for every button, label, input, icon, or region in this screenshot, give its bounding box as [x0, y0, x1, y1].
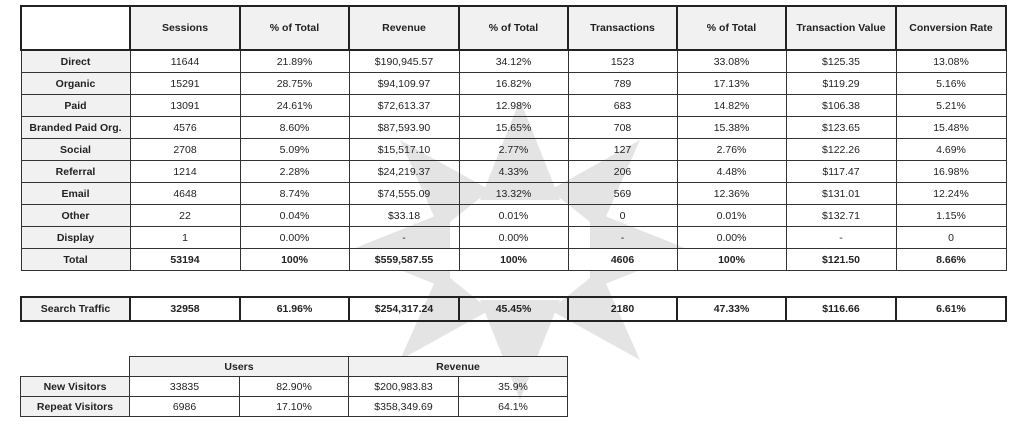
cell: 14.82%	[677, 95, 786, 117]
search-traffic-row	[21, 297, 1006, 321]
col-header: % of Total	[240, 6, 349, 50]
cell: 15.38%	[677, 117, 786, 139]
cell: 12.98%	[459, 95, 568, 117]
cell: 35.9%	[459, 377, 568, 397]
cell: 206	[568, 161, 677, 183]
row-label: Repeat Visitors	[21, 397, 130, 417]
cell: $24,219.37	[349, 161, 459, 183]
cell: 11644	[130, 50, 240, 73]
group-header-revenue: Revenue	[349, 357, 568, 377]
cell: $74,555.09	[349, 183, 459, 205]
cell: 4.48%	[677, 161, 786, 183]
table-row	[21, 73, 1006, 95]
cell: 569	[568, 183, 677, 205]
col-header: Revenue	[349, 6, 459, 50]
cell: 4648	[130, 183, 240, 205]
cell: 53194	[130, 249, 240, 271]
corner-cell	[21, 6, 130, 50]
table-row	[21, 227, 1006, 249]
cell: 0.00%	[459, 227, 568, 249]
cell: $72,613.37	[349, 95, 459, 117]
cell: 100%	[677, 249, 786, 271]
row-label: Paid	[21, 95, 130, 117]
cell: 4576	[130, 117, 240, 139]
cell: 32958	[130, 297, 240, 321]
cell: $358,349.69	[349, 397, 459, 417]
cell: 2180	[568, 297, 677, 321]
cell: 15291	[130, 73, 240, 95]
cell: 2.76%	[677, 139, 786, 161]
cell: $106.38	[786, 95, 896, 117]
table-row	[21, 50, 1006, 73]
cell: 16.82%	[459, 73, 568, 95]
table-row	[21, 205, 1006, 227]
cell: 5.09%	[240, 139, 349, 161]
cell: 4606	[568, 249, 677, 271]
total-row	[21, 249, 1006, 271]
cell: 6986	[130, 397, 240, 417]
cell: 683	[568, 95, 677, 117]
cell: 127	[568, 139, 677, 161]
row-label: Direct	[21, 50, 130, 73]
cell: 33835	[130, 377, 240, 397]
col-header: % of Total	[459, 6, 568, 50]
cell: 100%	[459, 249, 568, 271]
cell: 0.00%	[677, 227, 786, 249]
cell: 0	[568, 205, 677, 227]
col-header: % of Total	[677, 6, 786, 50]
cell: 34.12%	[459, 50, 568, 73]
cell: 0.01%	[677, 205, 786, 227]
cell: 5.21%	[896, 95, 1006, 117]
cell: -	[349, 227, 459, 249]
col-header: Transaction Value	[786, 6, 896, 50]
cell: 16.98%	[896, 161, 1006, 183]
cell: $132.71	[786, 205, 896, 227]
cell: 2708	[130, 139, 240, 161]
channel-metrics-table	[20, 5, 1007, 271]
cell: 15.48%	[896, 117, 1006, 139]
cell: 33.08%	[677, 50, 786, 73]
cell: 6.61%	[896, 297, 1006, 321]
cell: 24.61%	[240, 95, 349, 117]
table-row	[21, 183, 1006, 205]
row-label: Other	[21, 205, 130, 227]
cell: 13.08%	[896, 50, 1006, 73]
cell: 8.60%	[240, 117, 349, 139]
cell: 5.16%	[896, 73, 1006, 95]
table-row	[21, 139, 1006, 161]
col-header: Conversion Rate	[896, 6, 1006, 50]
cell: 100%	[240, 249, 349, 271]
row-label: Referral	[21, 161, 130, 183]
table-row	[21, 377, 568, 397]
cell: $116.66	[786, 297, 896, 321]
cell: 1.15%	[896, 205, 1006, 227]
col-header: Transactions	[568, 6, 677, 50]
cell: $125.35	[786, 50, 896, 73]
row-label: Search Traffic	[21, 297, 130, 321]
cell: $121.50	[786, 249, 896, 271]
cell: 12.36%	[677, 183, 786, 205]
cell: $122.26	[786, 139, 896, 161]
col-header: Sessions	[130, 6, 240, 50]
cell: 47.33%	[677, 297, 786, 321]
cell: $117.47	[786, 161, 896, 183]
cell: $33.18	[349, 205, 459, 227]
cell: 2.77%	[459, 139, 568, 161]
cell: 4.69%	[896, 139, 1006, 161]
row-label: Organic	[21, 73, 130, 95]
cell: -	[786, 227, 896, 249]
table-row	[21, 117, 1006, 139]
cell: $94,109.97	[349, 73, 459, 95]
cell: 1523	[568, 50, 677, 73]
cell: 21.89%	[240, 50, 349, 73]
cell: 789	[568, 73, 677, 95]
cell: 0.01%	[459, 205, 568, 227]
row-label: Social	[21, 139, 130, 161]
cell: 15.65%	[459, 117, 568, 139]
search-traffic-table	[20, 296, 1007, 322]
cell: 708	[568, 117, 677, 139]
row-label: Total	[21, 249, 130, 271]
row-label: Display	[21, 227, 130, 249]
cell: 1	[130, 227, 240, 249]
table-row	[21, 397, 568, 417]
row-label: Branded Paid Org.	[21, 117, 130, 139]
cell: $254,317.24	[349, 297, 459, 321]
cell: 4.33%	[459, 161, 568, 183]
cell: $131.01	[786, 183, 896, 205]
row-label: Email	[21, 183, 130, 205]
corner-cell	[21, 357, 130, 377]
visitors-header-row	[21, 357, 568, 377]
cell: $200,983.83	[349, 377, 459, 397]
cell: 8.66%	[896, 249, 1006, 271]
row-label: New Visitors	[21, 377, 130, 397]
cell: 0	[896, 227, 1006, 249]
cell: $87,593.90	[349, 117, 459, 139]
cell: 22	[130, 205, 240, 227]
visitors-table	[20, 356, 568, 417]
cell: $15,517.10	[349, 139, 459, 161]
cell: $123.65	[786, 117, 896, 139]
cell: 82.90%	[240, 377, 349, 397]
cell: 8.74%	[240, 183, 349, 205]
group-header-users: Users	[130, 357, 349, 377]
cell: -	[568, 227, 677, 249]
cell: 13091	[130, 95, 240, 117]
cell: $559,587.55	[349, 249, 459, 271]
cell: $190,945.57	[349, 50, 459, 73]
table-row	[21, 95, 1006, 117]
cell: 17.10%	[240, 397, 349, 417]
cell: 12.24%	[896, 183, 1006, 205]
cell: 28.75%	[240, 73, 349, 95]
cell: 2.28%	[240, 161, 349, 183]
table-row	[21, 161, 1006, 183]
cell: 17.13%	[677, 73, 786, 95]
cell: 0.04%	[240, 205, 349, 227]
cell: 13.32%	[459, 183, 568, 205]
cell: 64.1%	[459, 397, 568, 417]
cell: 1214	[130, 161, 240, 183]
cell: $119.29	[786, 73, 896, 95]
header-row	[21, 6, 1006, 50]
cell: 45.45%	[459, 297, 568, 321]
cell: 61.96%	[240, 297, 349, 321]
cell: 0.00%	[240, 227, 349, 249]
